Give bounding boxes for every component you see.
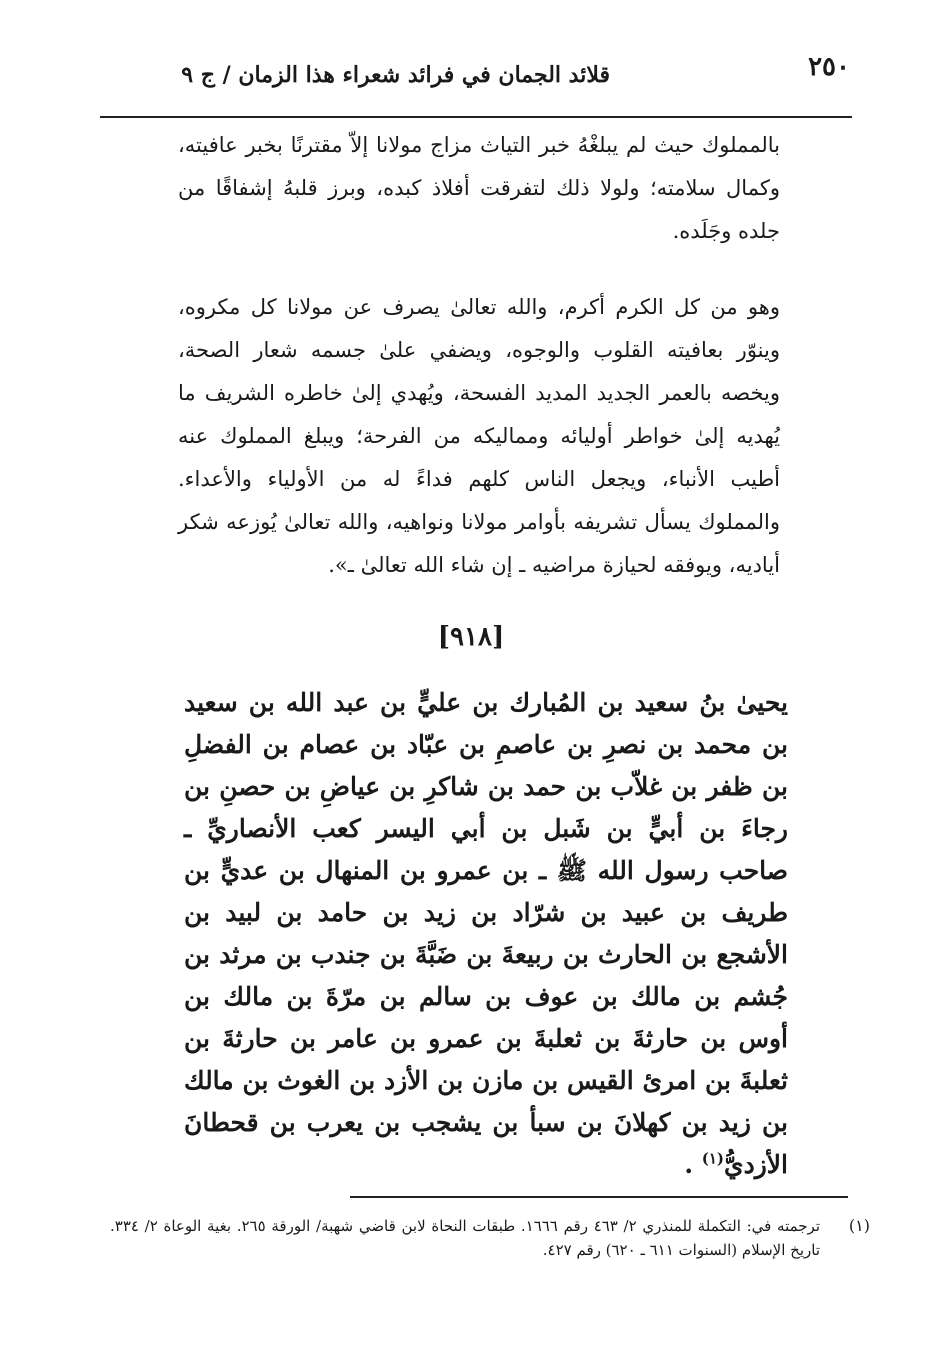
page-header	[100, 52, 850, 102]
paragraph: وهو من كل الكرم أكرم، والله تعالىٰ يصرف عن مولانا كل مكروه، وينوّر بعافيته القلوب والوجوه، ويضفي علىٰ جسمه شعار الصحة، ويخصه بالعمر الجديد المديد الفسحة، ويُهدي إلىٰ خاطره الشريف ما يُهديه إلىٰ خواطر أوليائه ومماليكه من الفرحة؛ ويبلغ المملوك عنه أطيب الأنباء، ويجعل الناس كلهم فداءً له من الأولياء والأعداء. والمملوك يسأل تشريفه بأوامر مولانا ونواهيه، والله تعالىٰ يُوزعه شكر أياديه، ويوفقه لحيازة مراضيه ـ إن شاء الله تعالىٰ ـ».	[178, 295, 780, 577]
biography-entry	[184, 682, 788, 1186]
footnote	[110, 1214, 870, 1262]
page-number: ٢٥٠	[808, 52, 850, 82]
paragraph: بالمملوك حيث لم يبلغْهُ خبر التياث مزاج مولانا إلاّ مقترنًا بخبر عافيته، وكمال سلامته؛ ولولا ذلك لتفرقت أفلاذ كبده، وبرز قلبهُ إشفاقًا من جلده وجَلَده.	[178, 133, 780, 243]
entry-number: [٩١٨]	[437, 622, 505, 652]
biography-end: .	[684, 1150, 702, 1179]
footnote-number: (١)	[848, 1216, 870, 1235]
footnotes	[110, 1214, 870, 1262]
footnote-text: ترجمته في: التكملة للمنذري ٢/ ٤٦٣ رقم ١٦٦٦. طبقات النحاة لابن قاضي شهبة/ الورقة ٢٦٥. بغية الوعاة ٢/ ٣٣٤. تاريخ الإسلام (السنوات ٦١١ ـ ٦٢٠) رقم ٤٢٧.	[110, 1217, 820, 1259]
running-title: قلائد الجمان في فرائد شعراء هذا الزمان / ج ٩	[181, 62, 610, 88]
footnote-divider	[350, 1196, 848, 1198]
footnote-marker: (١)	[701, 1149, 725, 1168]
header-divider	[100, 116, 852, 118]
biography-text: يحيىٰ بنُ سعيد بن المُبارك بن عليٍّ بن عبد الله بن سعيد بن محمد بن نصرِ بن عاصمِ بن عبّاد بن عصام بن الفضلِ بن ظفر بن غلاّب بن حمد بن شاكرِ بن عياضِ بن حصنِ بن رجاءَ بن أبيٍّ بن شَبل بن أبي اليسر كعب الأنصاريِّ ـ صاحب رسول الله ﷺ ـ بن عمرو بن المنهال بن عديٍّ بن طريف بن عبيد بن شرّاد بن زيد بن حامد بن لبيد بن الأشجع بن الحارث بن ربيعةَ بن ضَبَّةَ بن جندب بن مرثد بن جُشم بن مالك بن عوف بن سالم بن مرّةَ بن مالك بن أوس بن حارثةَ بن ثعلبةَ بن عمرو بن عامر بن حارثةَ بن ثعلبةَ بن امرئ القيس بن مازن بن الأزد بن الغوث بن مالك بن زيد بن كهلانَ بن سبأ بن يشجب بن يعرب بن قحطانَ الأزديُّ	[184, 688, 788, 1179]
